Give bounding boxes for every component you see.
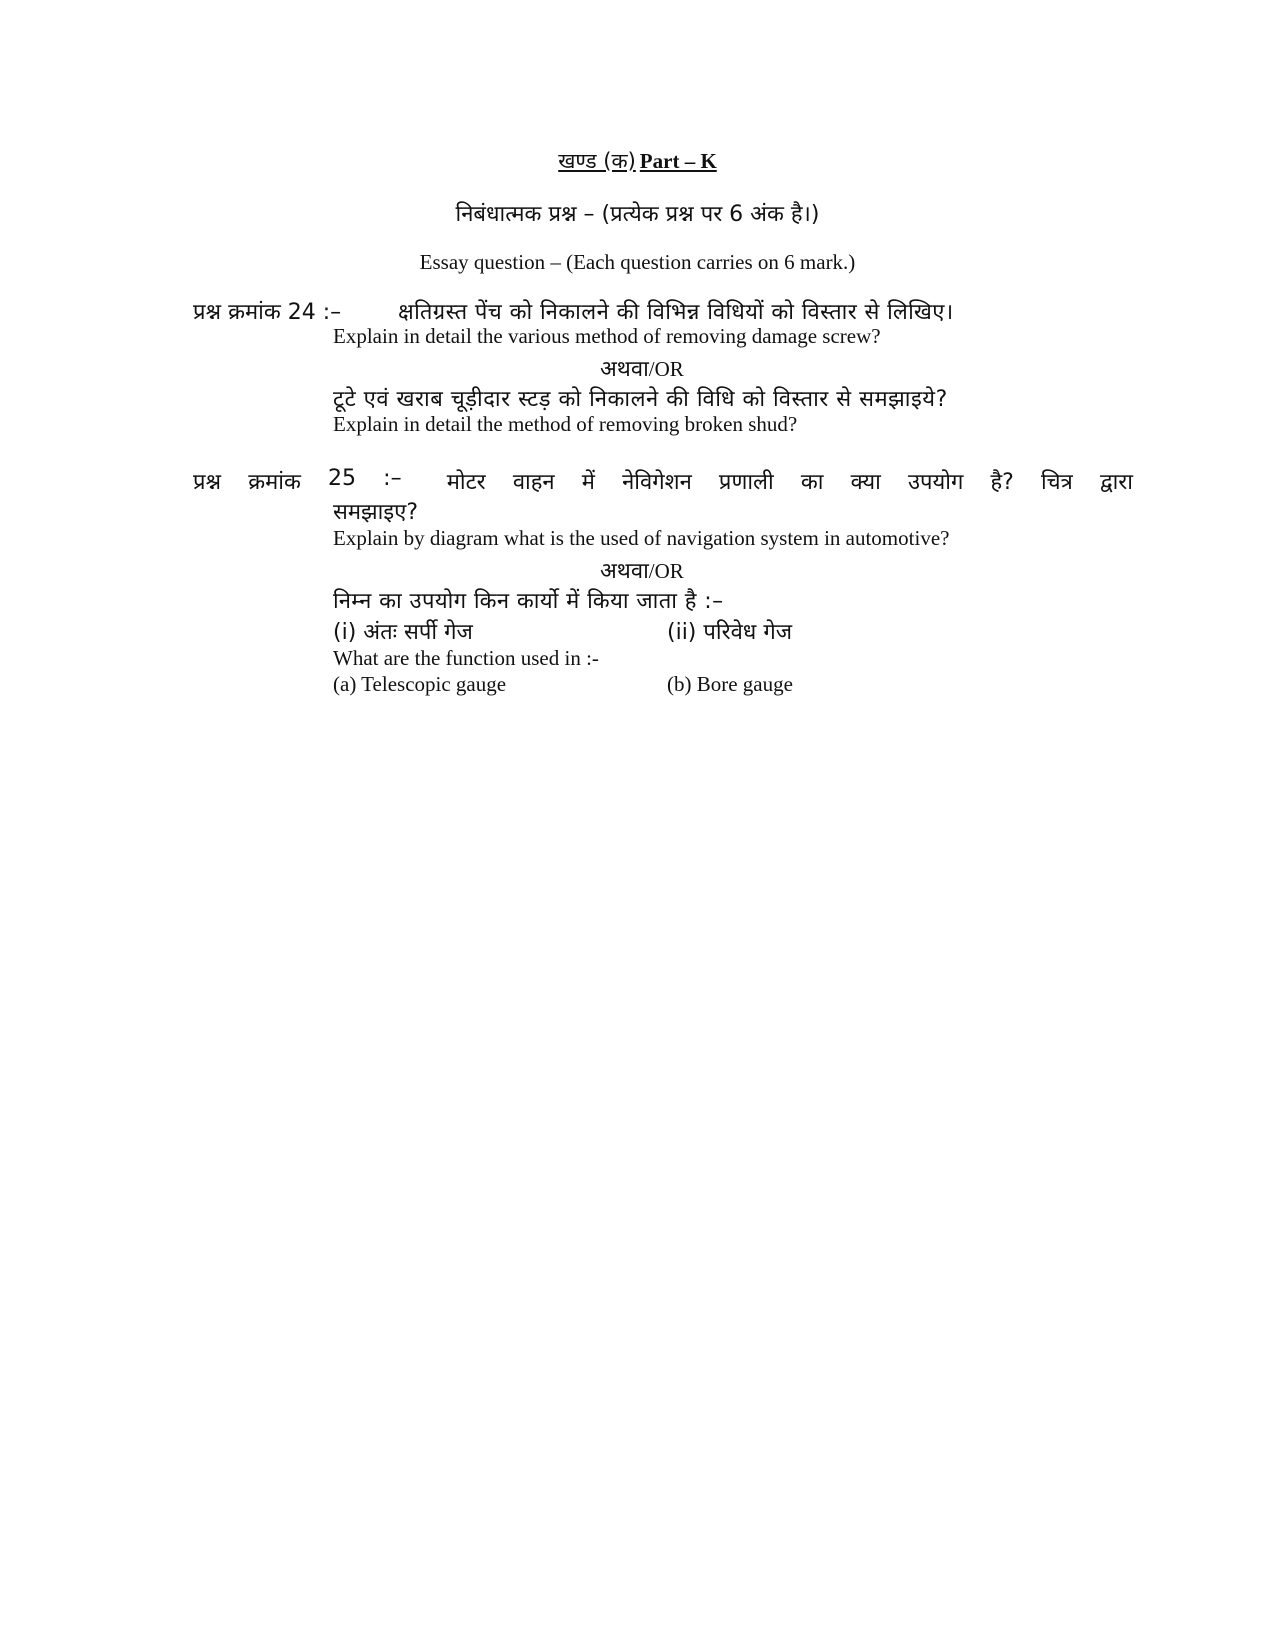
- question-25-first-line: [193, 466, 1133, 496]
- q25-word: द्वारा: [1099, 470, 1133, 495]
- question-24-hindi: क्षतिग्रस्त पेंच को निकालने की विभिन्न विधियों को विस्तार से लिखिए।: [398, 300, 954, 325]
- instruction-english: Essay question – (Each question carries on 6 mark.): [419, 250, 856, 274]
- question-25-alt-english: What are the function used in :-: [333, 646, 599, 670]
- or-english: OR: [654, 559, 684, 583]
- question-25-english: Explain by diagram what is the used of navigation system in automotive?: [333, 526, 950, 550]
- q25-word: मोटर: [446, 470, 486, 495]
- or-hindi: अथवा: [600, 357, 649, 382]
- q25-word: चित्र: [1040, 470, 1073, 495]
- section-title-hindi: खण्ड (क): [558, 149, 636, 173]
- question-25-option-hindi-2: (ii) परिवेध गेज: [667, 620, 793, 645]
- question-25-alt-hindi: निम्न का उपयोग किन कार्यो में किया जाता है :–: [333, 589, 724, 614]
- question-24-label: प्रश्न क्रमांक 24 :–: [193, 300, 342, 325]
- q25-word: का: [800, 470, 824, 495]
- q25-word: 25: [328, 466, 357, 491]
- question-25-option-english-2: (b) Bore gauge: [667, 672, 793, 696]
- q25-word: :–: [383, 466, 402, 491]
- q25-word: क्या: [850, 470, 881, 495]
- or-separator-25: [600, 555, 684, 585]
- section-title-english: Part – K: [639, 149, 717, 173]
- question-25-option-hindi-1: (i) अंतः सर्पी गेज: [333, 620, 473, 645]
- question-25-option-english-1: (a) Telescopic gauge: [333, 672, 507, 696]
- q25-word: प्रश्न: [193, 470, 222, 495]
- or-slash: /: [648, 357, 655, 381]
- or-separator-24: [600, 353, 684, 383]
- question-25-hindi-continuation: समझाइए?: [333, 500, 419, 525]
- question-24-alt-hindi: टूटे एवं खराब चूड़ीदार स्टड़ को निकालने की विधि को विस्तार से समझाइये?: [333, 387, 948, 412]
- q25-word: है?: [990, 470, 1014, 495]
- q25-word: क्रमांक: [248, 470, 301, 495]
- question-24-alt-english: Explain in detail the method of removing broken shud?: [333, 412, 798, 436]
- instruction-hindi: निबंधात्मक प्रश्न – (प्रत्येक प्रश्न पर 6 अंक है।): [455, 202, 820, 227]
- section-heading: [0, 147, 1275, 175]
- q25-word: प्रणाली: [718, 470, 774, 495]
- q25-word: वाहन: [512, 470, 555, 495]
- or-english: OR: [654, 357, 684, 381]
- or-hindi: अथवा: [600, 559, 649, 584]
- q25-word: में: [581, 470, 595, 495]
- q25-word: उपयोग: [907, 470, 964, 495]
- or-slash: /: [648, 559, 655, 583]
- q25-word: नेविगेशन: [622, 470, 692, 495]
- question-24-english: Explain in detail the various method of removing damage screw?: [333, 324, 881, 348]
